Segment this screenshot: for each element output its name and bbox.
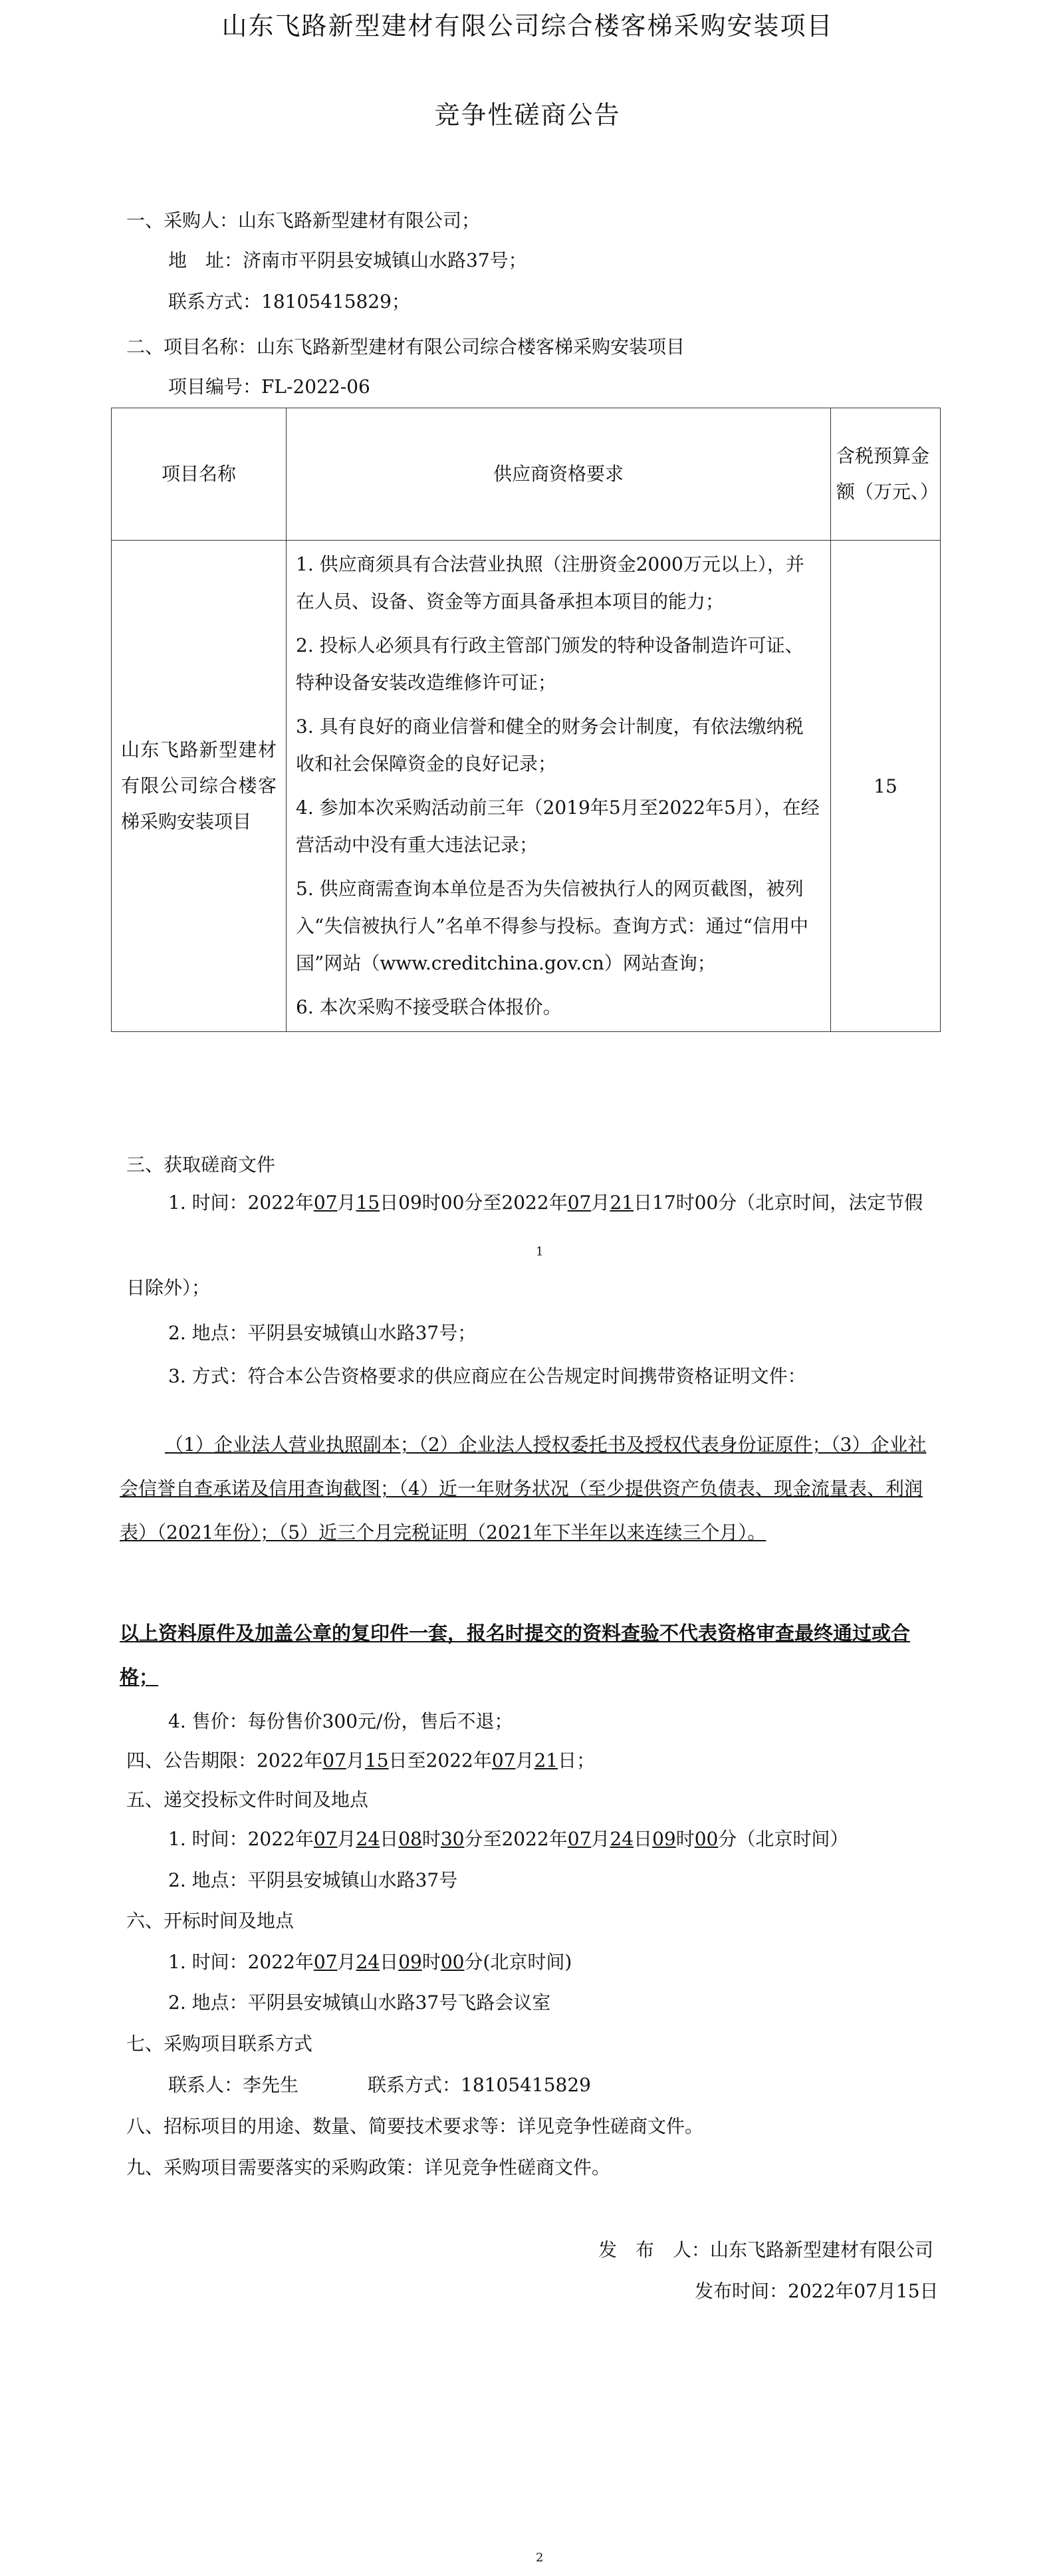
header-budget: 含税预算金额（万元、） bbox=[831, 408, 941, 541]
section3-heading: 三、获取磋商文件 bbox=[126, 1154, 276, 1176]
requirement-item: 6. 本次采购不接受联合体报价。 bbox=[296, 996, 562, 1018]
header-project-name: 项目名称 bbox=[112, 408, 287, 541]
opening-place-line: 2. 地点：平阴县安城镇山水路37号飞路会议室 bbox=[168, 1992, 551, 2013]
buyer-line: 一、采购人：山东飞路新型建材有限公司； bbox=[126, 209, 481, 231]
price-line: 4. 售价：每份售价300元/份，售后不退； bbox=[168, 1710, 513, 1732]
table-header-row bbox=[112, 408, 941, 541]
requirement-item: 1. 供应商须具有合法营业执照（注册资金2000万元以上），并在人员、设备、资金等方面具备承担本项目的能力； bbox=[296, 553, 804, 612]
document-title-line2: 竞争性磋商公告 bbox=[434, 100, 621, 130]
section6-heading: 六、开标时间及地点 bbox=[126, 1910, 294, 1932]
cell-budget: 15 bbox=[831, 541, 941, 1032]
notice-period-line: 四、公告期限：2022年07月15日至2022年07月21日； bbox=[126, 1749, 596, 1771]
project-code-line: 项目编号：FL-2022-06 bbox=[168, 376, 370, 398]
address-line: 地 址：济南市平阴县安城镇山水路37号； bbox=[168, 249, 527, 271]
contact-line: 联系方式：18105415829； bbox=[168, 291, 410, 313]
contact-phone: 联系方式：18105415829 bbox=[368, 2074, 591, 2096]
requirement-item: 3. 具有良好的商业信誉和健全的财务会计制度，有依法缴纳税收和社会保障资金的良好记录； bbox=[296, 715, 804, 775]
page-number-2: 2 bbox=[536, 2551, 544, 2565]
fetch-time-line: 1. 时间：2022年07月15日09时00分至2022年07月21日17时00分（北京时间，法定节假 bbox=[168, 1192, 923, 1214]
fetch-time-continued: 日除外）； bbox=[126, 1277, 211, 1299]
section5-heading: 五、递交投标文件时间及地点 bbox=[126, 1789, 369, 1811]
required-documents: （1）企业法人营业执照副本；（2）企业法人授权委托书及授权代表身份证原件；（3）企业社会信誉自查承诺及信用查询截图；（4）近一年财务状况（至少提供资产负债表、现金流量表、利润表）（2021年份）；（5）近三个月完税证明（2021年下半年以来连续三个月）。 bbox=[120, 1434, 927, 1543]
page-number-1: 1 bbox=[536, 1245, 544, 1259]
bold-notice: 以上资料原件及加盖公章的复印件一套，报名时提交的资料查验不代表资格审查最终通过或合格； bbox=[120, 1622, 911, 1688]
fetch-place-line: 2. 地点：平阴县安城镇山水路37号； bbox=[168, 1322, 477, 1344]
table-row bbox=[112, 541, 941, 1032]
project-name-line: 二、项目名称：山东飞路新型建材有限公司综合楼客梯采购安装项目 bbox=[126, 336, 685, 358]
requirement-item: 5. 供应商需查询本单位是否为失信被执行人的网页截图，被列入“失信被执行人”名单不得参与投标。查询方式：通过“信用中国”网站（www.creditchina.gov.cn）网站查询； bbox=[296, 878, 808, 974]
submit-time-line: 1. 时间：2022年07月24日08时30分至2022年07月24日09时00分（北京时间） bbox=[168, 1828, 849, 1850]
section8-line: 八、招标项目的用途、数量、简要技术要求等：详见竞争性磋商文件。 bbox=[126, 2115, 704, 2137]
requirement-item: 2. 投标人必须具有行政主管部门颁发的特种设备制造许可证、特种设备安装改造维修许可证； bbox=[296, 634, 804, 694]
section9-line: 九、采购项目需要落实的采购政策：详见竞争性磋商文件。 bbox=[126, 2156, 611, 2178]
submit-place-line: 2. 地点：平阴县安城镇山水路37号 bbox=[168, 1869, 458, 1891]
requirement-item: 4. 参加本次采购活动前三年（2019年5月至2022年5月），在经营活动中没有重大违法记录； bbox=[296, 797, 820, 856]
cell-requirements bbox=[287, 541, 831, 1032]
section7-heading: 七、采购项目联系方式 bbox=[126, 2033, 313, 2055]
document-title-line1: 山东飞路新型建材有限公司综合楼客梯采购安装项目 bbox=[221, 11, 834, 41]
opening-time-line: 1. 时间：2022年07月24日09时00分(北京时间) bbox=[168, 1951, 572, 1973]
contact-person: 联系人：李先生 bbox=[168, 2074, 299, 2096]
publisher-line: 发 布 人：山东飞路新型建材有限公司 bbox=[598, 2239, 934, 2261]
qualification-table bbox=[111, 408, 941, 1032]
publish-time-line: 发布时间：2022年07月15日 bbox=[695, 2280, 939, 2302]
header-requirements: 供应商资格要求 bbox=[287, 408, 831, 541]
fetch-method-line: 3. 方式：符合本公告资格要求的供应商应在公告规定时间携带资格证明文件： bbox=[168, 1365, 806, 1387]
cell-project-name: 山东飞路新型建材有限公司综合楼客梯采购安装项目 bbox=[112, 541, 287, 1032]
